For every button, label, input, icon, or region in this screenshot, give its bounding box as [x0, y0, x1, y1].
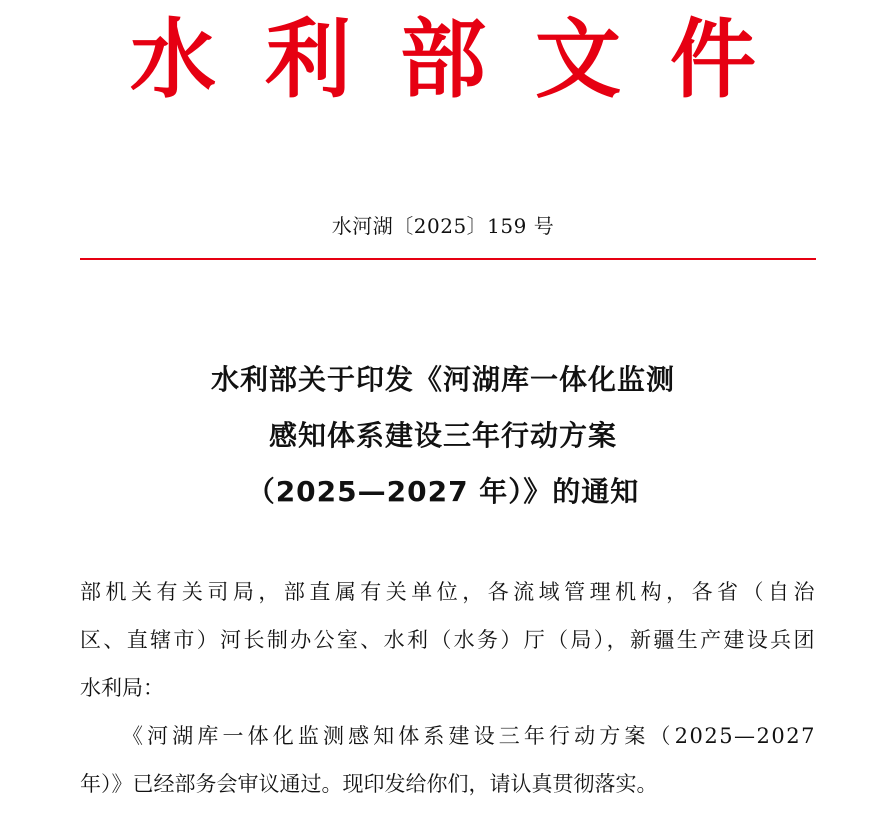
recipients-line-1: 部机关有关司局，部直属有关单位，各流域管理机构，各省（自治 — [80, 580, 816, 604]
recipients-line-3: 水利局： — [80, 676, 164, 700]
title-line-3: （2025—2027 年）》的通知 — [246, 475, 640, 508]
title-line-2: 感知体系建设三年行动方案 — [268, 419, 617, 452]
document-body — [80, 568, 816, 808]
notice-line-2: 年）》已经部务会审议通过。现印发给你们，请认真贯彻落实。 — [80, 772, 658, 796]
notice-line-1: 《河湖库一体化监测感知体系建设三年行动方案（2025—2027 — [122, 724, 816, 748]
masthead — [0, 10, 886, 110]
recipients-line-2: 区、直辖市）河长制办公室、水利（水务）厅（局），新疆生产建设兵团 — [80, 628, 816, 652]
red-divider-line — [80, 258, 816, 260]
document-title — [0, 352, 886, 520]
title-line-1: 水利部关于印发《河湖库一体化监测 — [210, 363, 675, 396]
masthead-char-2: 利 — [265, 9, 351, 110]
notice-paragraph — [80, 712, 816, 808]
masthead-char-4: 文 — [535, 9, 621, 110]
document-number: 水河湖〔2025〕159 号 — [331, 214, 555, 238]
masthead-char-1: 水 — [130, 9, 216, 110]
recipients-paragraph — [80, 568, 816, 712]
masthead-char-5: 件 — [670, 9, 756, 110]
masthead-char-3: 部 — [400, 9, 486, 110]
